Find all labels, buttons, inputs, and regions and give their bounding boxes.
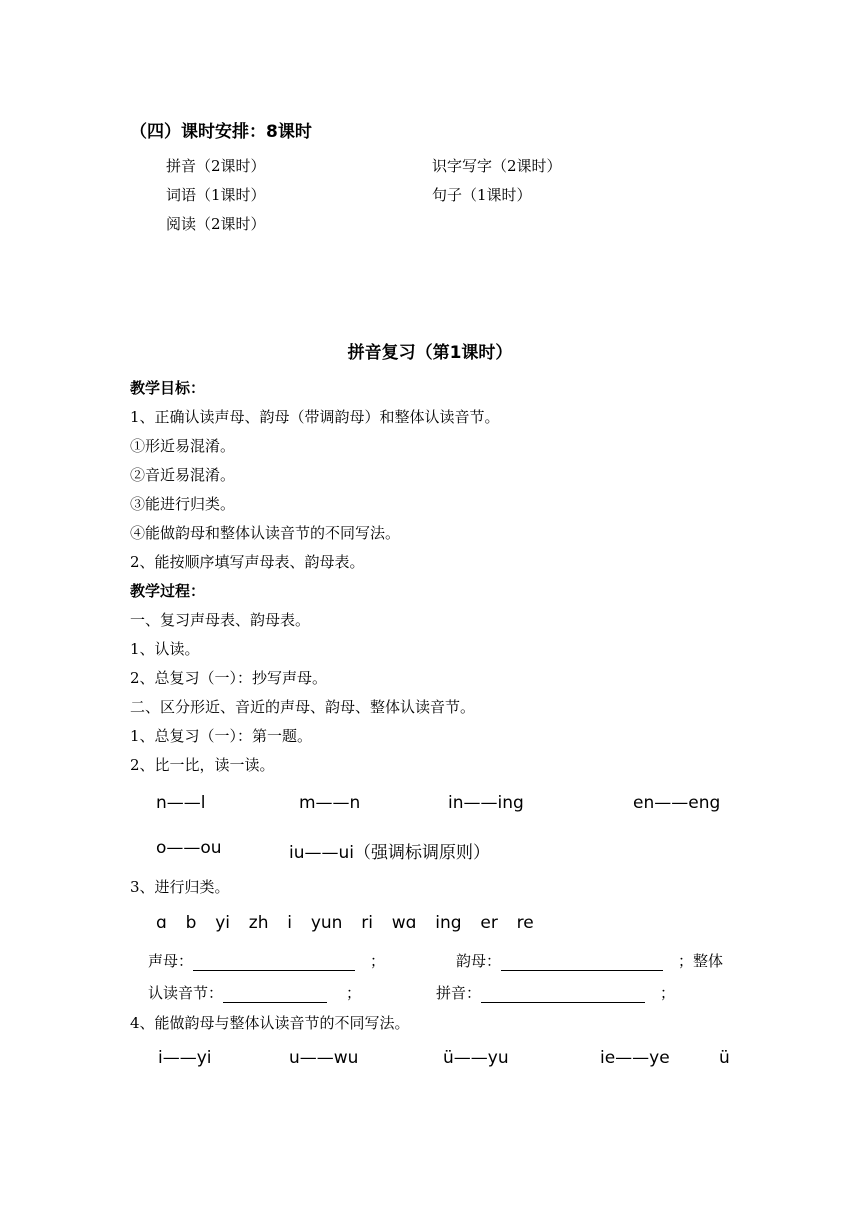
shengmu-label: 声母： (148, 952, 194, 970)
process-line: 1、总复习（一）：第一题。 (130, 727, 313, 745)
compare-pair: m——n (299, 793, 361, 813)
process-line: 二、区分形近、音近的声母、韵母、整体认读音节。 (130, 698, 476, 716)
yunmu-label: 韵母： (456, 952, 502, 970)
writing-pair: i——yi (158, 1048, 212, 1068)
goal-line: ④能做韵母和整体认读音节的不同写法。 (130, 524, 401, 542)
schedule-item-pinyin: 拼音（2课时） (166, 157, 266, 175)
schedule-item-juzi: 句子（1课时） (432, 186, 532, 204)
semicolon: ； (370, 952, 386, 970)
compare-pair: n——l (156, 793, 206, 813)
process-line: 一、复习声母表、韵母表。 (130, 611, 311, 629)
zhengti-label-b: 认读音节： (148, 984, 224, 1002)
process-line: 2、总复习（一）：抄写声母。 (130, 669, 328, 687)
schedule-item-yuedu: 阅读（2课时） (166, 215, 266, 233)
writing-heading: 4、能做韵母与整体认读音节的不同写法。 (130, 1014, 410, 1032)
goal-line: 2、能按顺序填写声母表、韵母表。 (130, 553, 365, 571)
goals-heading: 教学目标： (130, 379, 206, 397)
pinyin-label: 拼音： (436, 984, 482, 1002)
classify-items: ɑ b yi zh i yun ri wɑ ing er re (156, 913, 534, 933)
semicolon: ； (346, 984, 362, 1002)
writing-pair: ü (719, 1048, 730, 1068)
writing-pair: ie——ye (600, 1048, 670, 1068)
fill-pinyin (436, 982, 645, 1003)
schedule-item-ciyu: 词语（1课时） (166, 186, 266, 204)
writing-pair: u——wu (289, 1048, 359, 1068)
schedule-item-shizi: 识字写字（2课时） (432, 157, 562, 175)
goal-line: 1、正确认读声母、韵母（带调韵母）和整体认读音节。 (130, 408, 500, 426)
compare-pair: in——ing (448, 793, 524, 813)
goal-line: ②音近易混淆。 (130, 466, 236, 484)
process-line: 1、认读。 (130, 640, 200, 658)
compare-pair: en——eng (633, 793, 721, 813)
fill-yunmu (456, 950, 663, 971)
writing-pair: ü——yu (443, 1048, 509, 1068)
fill-line-2 (148, 982, 327, 1003)
semicolon: ； (660, 984, 676, 1002)
zhengti-label-a: ；整体 (678, 952, 724, 970)
goal-line: ③能进行归类。 (130, 495, 236, 513)
classify-heading: 3、进行归类。 (130, 878, 230, 896)
zhengti-blank[interactable] (223, 988, 327, 1003)
pinyin-blank[interactable] (481, 988, 645, 1003)
yunmu-blank[interactable] (501, 956, 663, 971)
lesson-title: 拼音复习（第1课时） (347, 343, 513, 363)
process-line: 2、比一比，读一读。 (130, 756, 275, 774)
schedule-heading: （四）课时安排：8课时 (130, 122, 312, 142)
shengmu-blank[interactable] (193, 956, 355, 971)
goal-line: ①形近易混淆。 (130, 437, 236, 455)
compare-pair: o——ou (156, 838, 222, 858)
compare-pair-note: iu——ui（强调标调原则） (289, 843, 490, 863)
process-heading: 教学过程： (130, 582, 206, 600)
fill-line-1 (148, 950, 355, 971)
